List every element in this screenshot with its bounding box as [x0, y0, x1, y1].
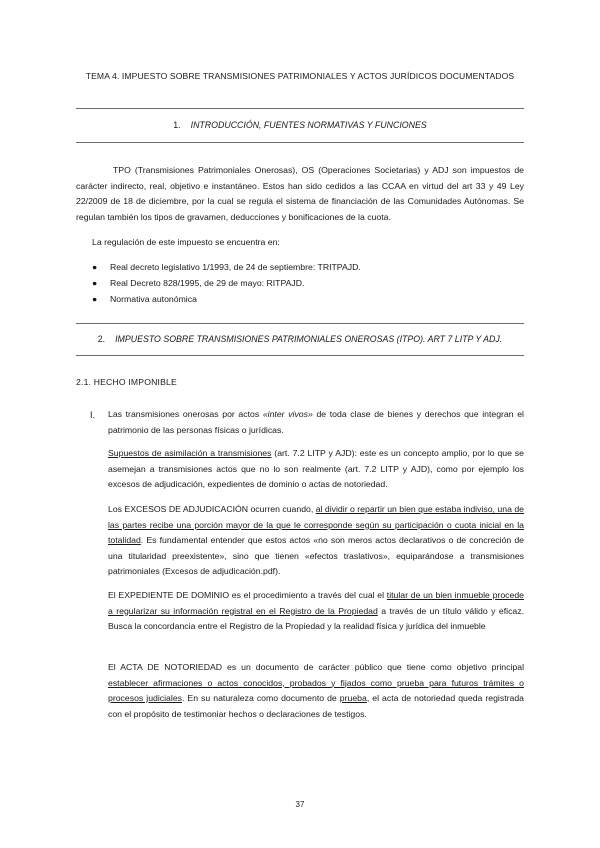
excesos-paragraph: Los EXCESOS DE ADJUDICACIÓN ocurren cuando, al dividir o repartir un bien que estaba indiviso, una de las partes recibe una porción mayor de la que le corresponde según su participación o cuota inicial en la totalidad. Es fundamental entender que estos actos «no son meros actos declarativos o de concreción de una titularidad preexistente», sino que tienen «efectos traslativos», equiparándose a transmisiones patrimoniales (Excesos de adjudicación.pdf).	[108, 504, 524, 576]
intro-paragraph: TPO (Transmisiones Patrimoniales Onerosas), OS (Operaciones Societarias) y ADJ son impuestos de carácter indirecto, real, objetivo e instantáneo. Estos han sido cedidos a las CCAA en virtud del art 33 y 49 Ley 22/2009 de 18 de diciembre, por la cual se regula el sistema de financiación de las Comunidades Autónomas. Se regulan también los tipos de gravamen, deducciones y bonificaciones de la cuota.	[76, 165, 524, 222]
roman-numeral: I.	[90, 410, 96, 420]
section-2-number: 2.	[97, 334, 106, 344]
bullet-icon: ●	[92, 278, 98, 288]
item-i-text: Las transmisiones onerosas por actos «inter vivos» de toda clase de bienes y derechos que integran el patrimonio de las personas físicas o jurídicas.	[108, 409, 524, 435]
expediente-paragraph: El EXPEDIENTE DE DOMINIO es el procedimiento a través del cual el titular de un bien inmueble procede a regularizar su información registral en el Registro de la Propiedad a través de un título válido y eficaz. Busca la concordancia entre el Registro de la Propiedad y la realidad física y jurídica del inmueble	[108, 590, 525, 631]
section-1-number: 1.	[173, 120, 181, 130]
divider	[76, 323, 524, 324]
page-title: TEMA 4. IMPUESTO SOBRE TRANSMISIONES PATRIMONIALES Y ACTOS JURÍDICOS DOCUMENTADOS	[85, 71, 515, 81]
subsection-heading: 2.1. HECHO IMPONIBLE	[76, 377, 177, 387]
list-item: ● Real Decreto 828/1995, de 29 de mayo: RITPAJD.	[92, 278, 305, 288]
bullet-icon: ●	[92, 294, 98, 304]
regulation-intro: La regulación de este impuesto se encuentra en:	[92, 237, 280, 247]
list-item: ● Real decreto legislativo 1/1993, de 24 de septiembre: TRITPAJD.	[92, 262, 361, 272]
divider	[76, 108, 524, 109]
section-1-title: INTRODUCCIÓN, FUENTES NORMATIVAS Y FUNCIONES	[190, 120, 427, 130]
divider	[76, 142, 524, 143]
asimilacion-paragraph: Supuestos de asimilación a transmisiones (art. 7.2 LITP y AJD): este es un concepto amplio, por lo que se asemejan a transmisiones actos que no lo son realmente (art. 7.2 LITP y AJD), como por ejemplo los excesos de adjudicación, expedientes de dominio o actas de notoriedad.	[108, 448, 524, 489]
bullet-icon: ●	[92, 262, 98, 272]
page-number: 37	[295, 800, 305, 809]
acta-paragraph: El ACTA DE NOTORIEDAD es un documento de carácter público que tiene como objetivo principal establecer afirmaciones o actos conocidos, probados y fijados como prueba para futuros trámites o procesos judiciales. En su naturaleza como documento de prueba, el acta de notoriedad queda registrada con el propósito de testimoniar hechos o declaraciones de testigos.	[108, 662, 524, 719]
list-item: ● Normativa autonómica	[92, 294, 197, 304]
section-1-heading	[76, 120, 524, 130]
section-2-title: IMPUESTO SOBRE TRANSMISIONES PATRIMONIALES ONEROSAS (ITPO). ART 7 LITP Y ADJ.	[115, 334, 503, 344]
divider	[76, 355, 524, 356]
section-2-heading	[76, 334, 524, 344]
